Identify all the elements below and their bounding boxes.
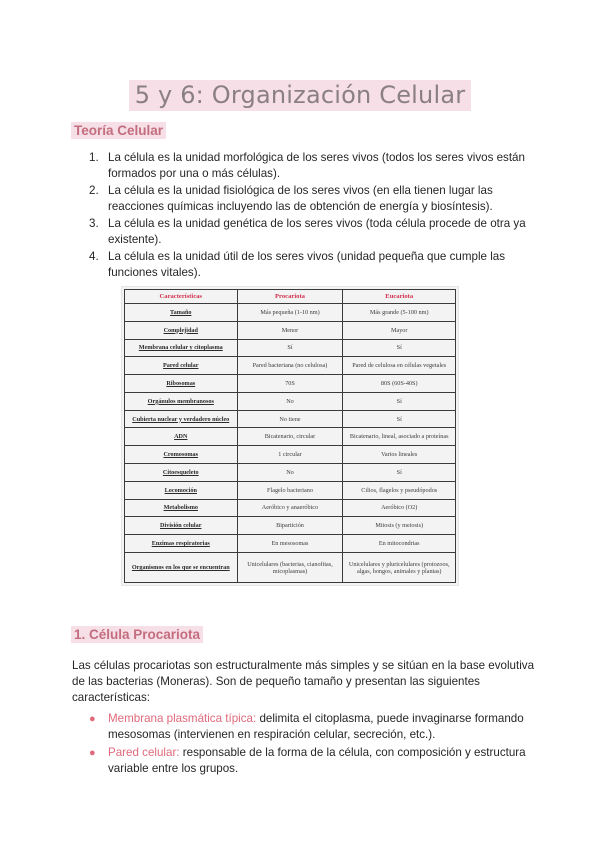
table-cell: Aeróbico (O2) (343, 499, 456, 517)
table-row (125, 481, 456, 499)
list-item (72, 183, 542, 215)
table-row (125, 375, 456, 393)
bullet-icon: ● (89, 747, 96, 759)
table-cell: No tiene (237, 410, 343, 428)
section-heading-teoria-celular: Teoría Celular (71, 122, 166, 139)
table-cell: Bicatenario, circular (237, 428, 343, 446)
table-row (125, 517, 456, 535)
table-header-eucariota: Eucariota (343, 290, 456, 304)
table-cell: Tamaño (125, 304, 238, 322)
table-cell: Mayor (343, 321, 456, 339)
table-cell: Mitosis (y meiosis) (343, 517, 456, 535)
table-cell: Orgánulos membranosos (125, 392, 238, 410)
list-text: La célula es la unidad útil de los seres vivos (unidad pequeña que cumple las funciones vitales). (108, 250, 506, 279)
table-cell: Varios lineales (343, 446, 456, 464)
bullet-text: responsable de la forma de la célula, con composición y estructura variable entre los grupos. (108, 746, 526, 775)
table-cell: Bipartición (237, 517, 343, 535)
table-cell: Sí (237, 339, 343, 357)
table-row (125, 392, 456, 410)
procariota-paragraph: Las células procariotas son estructuralmente más simples y se sitúan en la base evolutiva de las bacterias (Moneras). Son de pequeño tamaño y presentan las siguientes características: (72, 659, 535, 704)
table-cell: Enzimas respiratorias (125, 535, 238, 553)
table-cell: Sí (343, 392, 456, 410)
title-wrapper (0, 80, 600, 111)
table-cell: División celular (125, 517, 238, 535)
table-cell: Locomoción (125, 481, 238, 499)
list-item (72, 150, 542, 182)
table-cell: Membrana celular y citoplasma (125, 339, 238, 357)
comparison-table (124, 289, 456, 583)
table-cell: En mitocondrias (343, 535, 456, 553)
table-cell: Flagelo bacteriano (237, 481, 343, 499)
table-cell: En mesosomas (237, 535, 343, 553)
table-cell: Complejidad (125, 321, 238, 339)
table-cell: Menor (237, 321, 343, 339)
list-number: 2. (89, 184, 99, 197)
list-item (72, 216, 542, 248)
table-cell: Unicelulares (bacterias, cianofitas, micoplasmas) (237, 553, 343, 583)
bullet-term: Membrana plasmática típica: (108, 712, 257, 725)
list-item (72, 711, 542, 743)
table-row (125, 464, 456, 482)
table-cell: Ribosomas (125, 375, 238, 393)
comparison-table-image (121, 286, 459, 586)
list-text: La célula es la unidad fisiológica de los seres vivos (en ella tienen lugar las reacciones químicas incluyendo las de obtención de energía y biosíntesis). (108, 184, 493, 213)
list-text: La célula es la unidad genética de los seres vivos (toda célula procede de otra ya existente). (108, 217, 526, 246)
table-cell: Cromosomas (125, 446, 238, 464)
list-item (72, 249, 542, 281)
table-cell: Bicatenario, lineal, asociado a proteínas (343, 428, 456, 446)
table-cell: Cubierta nuclear y verdadero núcleo (125, 410, 238, 428)
table-row (125, 428, 456, 446)
table-row (125, 357, 456, 375)
table-cell: Sí (343, 464, 456, 482)
section-heading-celula-procariota: 1. Célula Procariota (71, 626, 203, 643)
bullet-icon: ● (89, 713, 96, 725)
table-header-procariota: Procariota (237, 290, 343, 304)
table-cell: No (237, 464, 343, 482)
table-cell: Unicelulares y pluricelulares (protozoos, algas, hongos, animales y plantas) (343, 553, 456, 583)
list-number: 1. (89, 151, 99, 164)
table-row (125, 499, 456, 517)
table-row (125, 321, 456, 339)
table-cell: Más grande (5-100 nm) (343, 304, 456, 322)
list-number: 3. (89, 217, 99, 230)
table-cell: 70S (237, 375, 343, 393)
list-item (72, 745, 542, 777)
table-cell: Sí (343, 410, 456, 428)
table-row (125, 535, 456, 553)
table-cell: No (237, 392, 343, 410)
table-row (125, 446, 456, 464)
table-cell: Aeróbico y anaeróbico (237, 499, 343, 517)
table-header-caracteristicas: Características (125, 290, 238, 304)
bullet-term: Pared celular: (108, 746, 180, 759)
table-cell: ADN (125, 428, 238, 446)
table-row (125, 553, 456, 583)
table-cell: Pared bacteriana (no celulosa) (237, 357, 343, 375)
bullet-text: delimita el citoplasma, puede invaginarse formando mesosomas (intervienen en respiración celular, secreción, etc.). (108, 712, 524, 741)
table-cell: Sí (343, 339, 456, 357)
table-cell: Metabolismo (125, 499, 238, 517)
teoria-celular-list (72, 150, 542, 282)
table-cell: 80S (60S-40S) (343, 375, 456, 393)
table-row (125, 339, 456, 357)
table-cell: Cilios, flagelos y pseudópodos (343, 481, 456, 499)
page-title: 5 y 6: Organización Celular (129, 80, 472, 111)
table-cell: Pared celular (125, 357, 238, 375)
table-cell: 1 circular (237, 446, 343, 464)
table-cell: Citoesqueleto (125, 464, 238, 482)
table-cell: Pared de celulosa en células vegetales (343, 357, 456, 375)
table-cell: Más pequeña (1-10 nm) (237, 304, 343, 322)
table-cell: Organismos en los que se encuentran (125, 553, 238, 583)
list-number: 4. (89, 250, 99, 263)
list-text: La célula es la unidad morfológica de los seres vivos (todos los seres vivos están formados por una o más células). (108, 151, 525, 180)
table-row (125, 410, 456, 428)
procariota-bullet-list (72, 711, 542, 779)
table-row (125, 304, 456, 322)
